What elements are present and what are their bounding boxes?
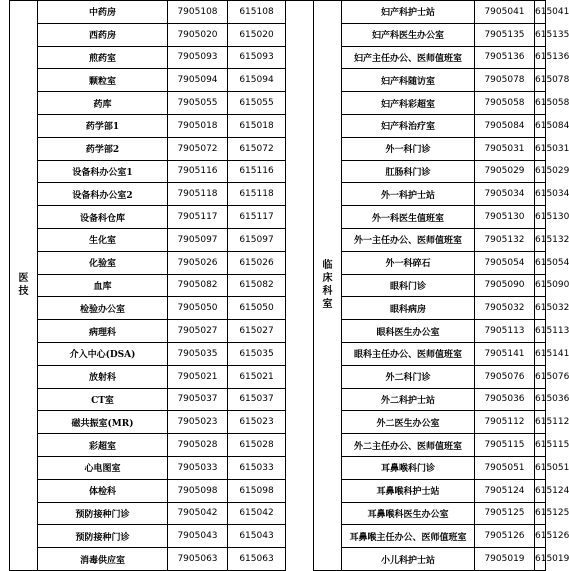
left-ext-number: 7905063 <box>168 548 228 571</box>
right-ext-number: 7905132 <box>475 228 535 251</box>
right-short-number: 615124 <box>535 479 546 502</box>
right-ext-number: 7905054 <box>475 251 535 274</box>
right-dept-name: 妇产科护士站 <box>342 1 475 24</box>
left-ext-number: 7905033 <box>168 456 228 479</box>
left-ext-number: 7905018 <box>168 114 228 137</box>
right-ext-number: 7905031 <box>475 137 535 160</box>
right-short-number: 615136 <box>535 46 546 69</box>
table-row <box>10 160 546 183</box>
right-ext-number: 7905090 <box>475 274 535 297</box>
left-ext-number: 7905098 <box>168 479 228 502</box>
category-char: 临 <box>322 260 333 272</box>
left-dept-name: 设备科办公室1 <box>38 160 168 183</box>
right-dept-name: 耳鼻喉主任办公、医师值班室 <box>342 525 475 548</box>
left-short-number: 615027 <box>228 320 286 343</box>
right-dept-name: 肛肠科门诊 <box>342 160 475 183</box>
table-row <box>10 548 546 571</box>
table-row <box>10 502 546 525</box>
right-ext-number: 7905124 <box>475 479 535 502</box>
left-ext-number: 7905023 <box>168 411 228 434</box>
right-short-number: 615051 <box>535 456 546 479</box>
category-char: 科 <box>322 286 333 298</box>
table-row <box>10 342 546 365</box>
left-ext-number: 7905028 <box>168 434 228 457</box>
phone-directory-table <box>9 0 569 571</box>
left-ext-number: 7905027 <box>168 320 228 343</box>
right-short-number: 615126 <box>535 525 546 548</box>
left-dept-name: 放射科 <box>38 365 168 388</box>
left-short-number: 615093 <box>228 46 286 69</box>
left-short-number: 615035 <box>228 342 286 365</box>
right-short-number: 615135 <box>535 23 546 46</box>
left-ext-number: 7905093 <box>168 46 228 69</box>
left-ext-number: 7905020 <box>168 23 228 46</box>
right-ext-number: 7905141 <box>475 342 535 365</box>
right-ext-number: 7905112 <box>475 411 535 434</box>
category-char: 床 <box>322 273 333 285</box>
right-ext-number: 7905084 <box>475 114 535 137</box>
left-short-number: 615098 <box>228 479 286 502</box>
left-short-number: 615020 <box>228 23 286 46</box>
right-dept-name: 小儿科护士站 <box>342 548 475 571</box>
table-row <box>10 23 546 46</box>
left-short-number: 615050 <box>228 297 286 320</box>
left-short-number: 615108 <box>228 1 286 24</box>
left-ext-number: 7905108 <box>168 1 228 24</box>
directory-body <box>10 1 569 571</box>
left-short-number: 615033 <box>228 456 286 479</box>
right-dept-name: 妇产科随访室 <box>342 69 475 92</box>
left-short-number: 615063 <box>228 548 286 571</box>
right-dept-name: 妇产科彩超室 <box>342 92 475 115</box>
left-short-number: 615118 <box>228 183 286 206</box>
right-short-number: 615029 <box>535 160 546 183</box>
right-short-number: 615041 <box>535 1 546 24</box>
left-short-number: 615042 <box>228 502 286 525</box>
right-short-number: 615130 <box>535 206 546 229</box>
table-row <box>10 365 546 388</box>
table-row <box>10 388 546 411</box>
left-dept-name: 心电图室 <box>38 456 168 479</box>
left-dept-name: 介入中心(DSA) <box>38 342 168 365</box>
right-ext-number: 7905051 <box>475 456 535 479</box>
left-dept-name: 血库 <box>38 274 168 297</box>
left-dept-name: 病理科 <box>38 320 168 343</box>
right-dept-name: 外二医生办公室 <box>342 411 475 434</box>
right-dept-name: 耳鼻喉科门诊 <box>342 456 475 479</box>
right-ext-number: 7905058 <box>475 92 535 115</box>
left-ext-number: 7905094 <box>168 69 228 92</box>
left-short-number: 615043 <box>228 525 286 548</box>
table-row <box>10 525 546 548</box>
right-dept-name: 眼科主任办公、医师值班室 <box>342 342 475 365</box>
right-dept-name: 妇产科治疗室 <box>342 114 475 137</box>
left-dept-name: 生化室 <box>38 228 168 251</box>
left-short-number: 615055 <box>228 92 286 115</box>
left-short-number: 615018 <box>228 114 286 137</box>
left-dept-name: 化验室 <box>38 251 168 274</box>
left-short-number: 615116 <box>228 160 286 183</box>
left-ext-number: 7905037 <box>168 388 228 411</box>
right-ext-number: 7905034 <box>475 183 535 206</box>
left-ext-number: 7905050 <box>168 297 228 320</box>
category-char: 医 <box>18 273 29 285</box>
right-ext-number: 7905136 <box>475 46 535 69</box>
table-row <box>10 456 546 479</box>
right-dept-name: 外二科护士站 <box>342 388 475 411</box>
left-ext-number: 7905082 <box>168 274 228 297</box>
left-dept-name: 预防接种门诊 <box>38 502 168 525</box>
right-dept-name: 外一主任办公、医师值班室 <box>342 228 475 251</box>
table-row <box>10 434 546 457</box>
right-ext-number: 7905032 <box>475 297 535 320</box>
left-dept-name: 设备科仓库 <box>38 206 168 229</box>
left-dept-name: 药学部2 <box>38 137 168 160</box>
right-short-number: 615078 <box>535 69 546 92</box>
category-right-label <box>314 1 342 571</box>
right-ext-number: 7905078 <box>475 69 535 92</box>
right-short-number: 615019 <box>535 548 546 571</box>
left-ext-number: 7905118 <box>168 183 228 206</box>
right-short-number: 615115 <box>535 434 546 457</box>
left-dept-name: 磁共振室(MR) <box>38 411 168 434</box>
right-dept-name: 妇产主任办公、医师值班室 <box>342 46 475 69</box>
left-short-number: 615117 <box>228 206 286 229</box>
category-char: 室 <box>322 299 333 311</box>
right-ext-number: 7905125 <box>475 502 535 525</box>
left-short-number: 615021 <box>228 365 286 388</box>
right-short-number: 615034 <box>535 183 546 206</box>
left-dept-name: 消毒供应室 <box>38 548 168 571</box>
left-ext-number: 7905072 <box>168 137 228 160</box>
right-dept-name: 外一科护士站 <box>342 183 475 206</box>
table-row <box>10 92 546 115</box>
right-short-number: 615032 <box>535 297 546 320</box>
right-short-number: 615036 <box>535 388 546 411</box>
right-ext-number: 7905076 <box>475 365 535 388</box>
left-dept-name: 预防接种门诊 <box>38 525 168 548</box>
right-short-number: 615125 <box>535 502 546 525</box>
left-short-number: 615037 <box>228 388 286 411</box>
left-ext-number: 7905097 <box>168 228 228 251</box>
table-row <box>10 274 546 297</box>
right-dept-name: 耳鼻喉科医生办公室 <box>342 502 475 525</box>
right-ext-number: 7905029 <box>475 160 535 183</box>
left-short-number: 615082 <box>228 274 286 297</box>
table-row <box>10 297 546 320</box>
left-short-number: 615094 <box>228 69 286 92</box>
right-ext-number: 7905113 <box>475 320 535 343</box>
category-char: 技 <box>18 286 29 298</box>
left-ext-number: 7905026 <box>168 251 228 274</box>
right-ext-number: 7905130 <box>475 206 535 229</box>
left-dept-name: 设备科办公室2 <box>38 183 168 206</box>
left-dept-name: 颗粒室 <box>38 69 168 92</box>
left-dept-name: 检验办公室 <box>38 297 168 320</box>
right-dept-name: 眼科病房 <box>342 297 475 320</box>
left-ext-number: 7905117 <box>168 206 228 229</box>
table-row <box>10 114 546 137</box>
left-ext-number: 7905021 <box>168 365 228 388</box>
right-short-number: 615132 <box>535 228 546 251</box>
right-dept-name: 外二主任办公、医师值班室 <box>342 434 475 457</box>
right-short-number: 615113 <box>535 320 546 343</box>
right-dept-name: 眼科门诊 <box>342 274 475 297</box>
right-dept-name: 妇产科医生办公室 <box>342 23 475 46</box>
right-dept-name: 眼科医生办公室 <box>342 320 475 343</box>
left-ext-number: 7905043 <box>168 525 228 548</box>
table-row <box>10 137 546 160</box>
right-dept-name: 耳鼻喉科护士站 <box>342 479 475 502</box>
left-short-number: 615028 <box>228 434 286 457</box>
left-ext-number: 7905055 <box>168 92 228 115</box>
right-short-number: 615058 <box>535 92 546 115</box>
table-row <box>10 411 546 434</box>
left-dept-name: 中药房 <box>38 1 168 24</box>
right-short-number: 615031 <box>535 137 546 160</box>
right-dept-name: 外二科门诊 <box>342 365 475 388</box>
left-short-number: 615026 <box>228 251 286 274</box>
table-row <box>10 46 546 69</box>
table-row <box>10 69 546 92</box>
left-ext-number: 7905035 <box>168 342 228 365</box>
left-dept-name: 彩超室 <box>38 434 168 457</box>
right-short-number: 615054 <box>535 251 546 274</box>
right-short-number: 615090 <box>535 274 546 297</box>
table-row <box>10 183 546 206</box>
left-short-number: 615072 <box>228 137 286 160</box>
left-dept-name: CT室 <box>38 388 168 411</box>
table-row <box>10 479 546 502</box>
left-short-number: 615097 <box>228 228 286 251</box>
category-left-label <box>10 1 38 571</box>
left-short-number: 615023 <box>228 411 286 434</box>
left-ext-number: 7905116 <box>168 160 228 183</box>
right-dept-name: 外一科医生值班室 <box>342 206 475 229</box>
left-dept-name: 西药房 <box>38 23 168 46</box>
right-ext-number: 7905019 <box>475 548 535 571</box>
right-dept-name: 外一科门诊 <box>342 137 475 160</box>
right-short-number: 615141 <box>535 342 546 365</box>
table-row <box>10 228 546 251</box>
table-row <box>10 320 546 343</box>
left-dept-name: 煎药室 <box>38 46 168 69</box>
right-ext-number: 7905041 <box>475 1 535 24</box>
column-separator <box>286 1 314 571</box>
left-dept-name: 药学部1 <box>38 114 168 137</box>
right-short-number: 615112 <box>535 411 546 434</box>
phone-directory-sheet <box>9 0 569 570</box>
left-dept-name: 体检科 <box>38 479 168 502</box>
table-row <box>10 1 546 24</box>
right-short-number: 615076 <box>535 365 546 388</box>
right-ext-number: 7905036 <box>475 388 535 411</box>
right-ext-number: 7905126 <box>475 525 535 548</box>
left-ext-number: 7905042 <box>168 502 228 525</box>
right-dept-name: 外一科碎石 <box>342 251 475 274</box>
right-short-number: 615084 <box>535 114 546 137</box>
table-row <box>10 206 546 229</box>
table-row <box>10 251 546 274</box>
right-ext-number: 7905135 <box>475 23 535 46</box>
right-ext-number: 7905115 <box>475 434 535 457</box>
left-dept-name: 药库 <box>38 92 168 115</box>
